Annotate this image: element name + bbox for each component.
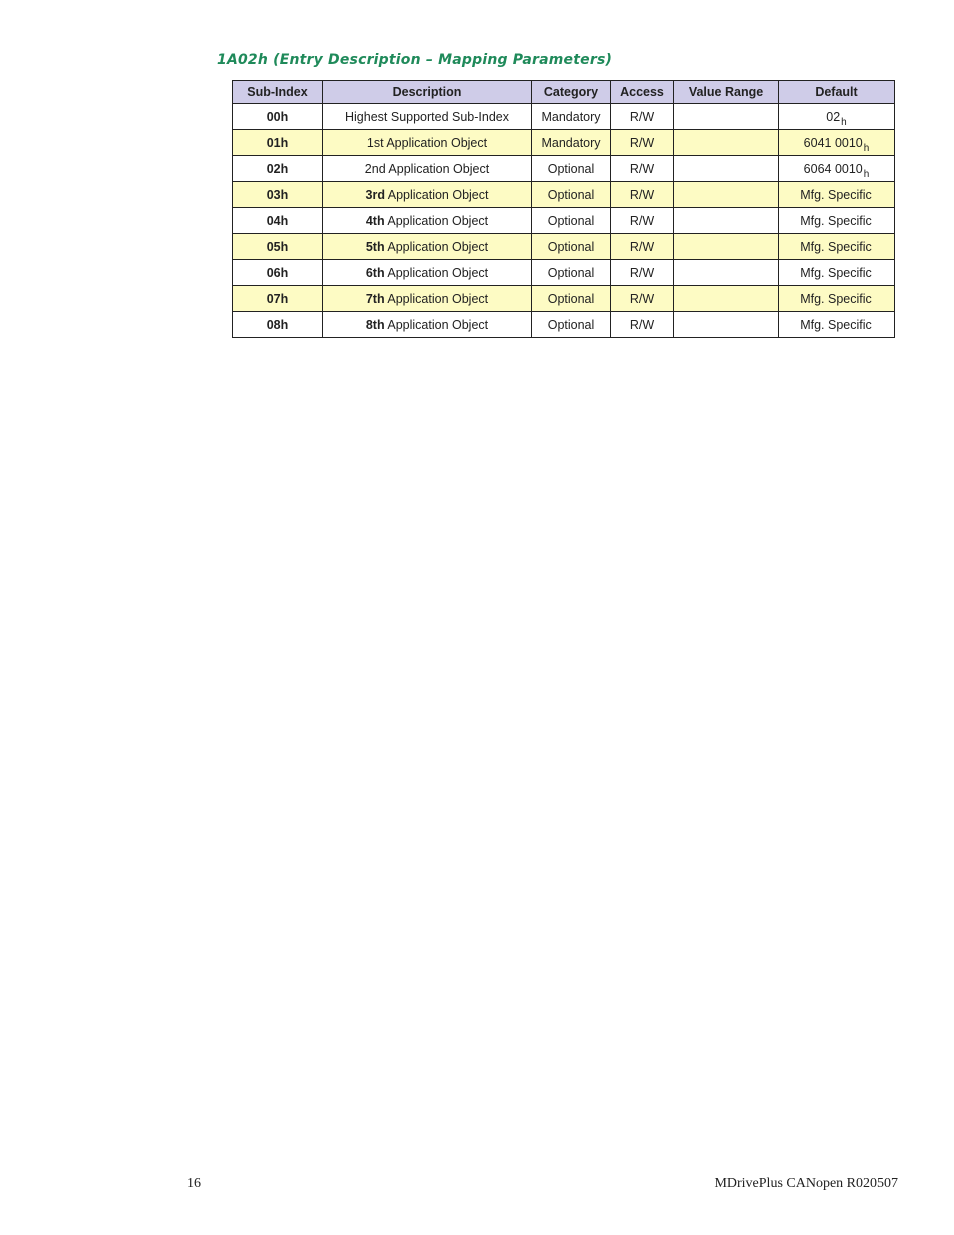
description-text: Highest Supported Sub-Index: [345, 109, 509, 124]
default-cell: [779, 208, 895, 234]
description-cell: [323, 260, 532, 286]
sub-index-cell: 06h: [233, 260, 323, 286]
description-cell: [323, 104, 532, 130]
table-row: [233, 182, 895, 208]
default-cell: [779, 156, 895, 182]
table-row: [233, 208, 895, 234]
access-cell: R/W: [611, 234, 674, 260]
category-cell: Optional: [532, 182, 611, 208]
default-value: Mfg. Specific: [800, 291, 872, 306]
table-row: [233, 286, 895, 312]
header-value-range: Value Range: [674, 81, 779, 104]
section-title: 1A02h (Entry Description – Mapping Parameters): [217, 52, 613, 68]
sub-index-cell: 07h: [233, 286, 323, 312]
sub-index-cell: 03h: [233, 182, 323, 208]
description-cell: [323, 286, 532, 312]
access-cell: R/W: [611, 286, 674, 312]
table-row: [233, 156, 895, 182]
category-cell: Optional: [532, 260, 611, 286]
value-range-cell: [674, 286, 779, 312]
description-text: Application Object: [384, 187, 489, 202]
description-cell: [323, 312, 532, 338]
category-cell: Mandatory: [532, 130, 611, 156]
description-cell: [323, 208, 532, 234]
description-cell: [323, 182, 532, 208]
default-value: Mfg. Specific: [800, 187, 872, 202]
default-value: Mfg. Specific: [800, 239, 872, 254]
description-text: Application Object: [384, 265, 489, 280]
default-value: Mfg. Specific: [800, 265, 872, 280]
access-cell: R/W: [611, 104, 674, 130]
access-cell: R/W: [611, 130, 674, 156]
value-range-cell: [674, 130, 779, 156]
default-cell: [779, 312, 895, 338]
document-title: MDrivePlus CANopen R020507: [714, 1176, 898, 1191]
access-cell: R/W: [611, 208, 674, 234]
description-text: Application Object: [384, 213, 489, 228]
description-ordinal: 5th: [365, 239, 385, 254]
sub-index-cell: 08h: [233, 312, 323, 338]
default-value: 6041 0010: [803, 135, 863, 150]
default-suffix: h: [863, 142, 870, 154]
access-cell: R/W: [611, 312, 674, 338]
description-text: 2nd Application Object: [364, 161, 490, 176]
description-ordinal: 7th: [365, 291, 385, 306]
value-range-cell: [674, 208, 779, 234]
sub-index-cell: 05h: [233, 234, 323, 260]
description-text: Application Object: [384, 239, 489, 254]
value-range-cell: [674, 312, 779, 338]
default-suffix: h: [863, 168, 870, 180]
category-cell: Optional: [532, 234, 611, 260]
default-cell: [779, 234, 895, 260]
category-cell: Optional: [532, 312, 611, 338]
table-row: [233, 260, 895, 286]
value-range-cell: [674, 182, 779, 208]
header-category: Category: [532, 81, 611, 104]
header-default: Default: [779, 81, 895, 104]
access-cell: R/W: [611, 156, 674, 182]
header-description: Description: [323, 81, 532, 104]
description-ordinal: 6th: [365, 265, 385, 280]
mapping-parameters-table: [232, 80, 895, 338]
value-range-cell: [674, 234, 779, 260]
category-cell: Mandatory: [532, 104, 611, 130]
default-suffix: h: [841, 116, 847, 128]
sub-index-cell: 00h: [233, 104, 323, 130]
description-ordinal: 8th: [365, 317, 385, 332]
category-cell: Optional: [532, 156, 611, 182]
description-cell: [323, 234, 532, 260]
value-range-cell: [674, 156, 779, 182]
category-cell: Optional: [532, 286, 611, 312]
default-cell: [779, 130, 895, 156]
description-cell: [323, 156, 532, 182]
description-text: Application Object: [384, 317, 489, 332]
value-range-cell: [674, 260, 779, 286]
page-number: 16: [187, 1176, 201, 1191]
description-ordinal: 4th: [365, 213, 385, 228]
table-row: [233, 234, 895, 260]
access-cell: R/W: [611, 260, 674, 286]
default-cell: [779, 286, 895, 312]
description-cell: [323, 130, 532, 156]
default-value: Mfg. Specific: [800, 213, 872, 228]
default-cell: [779, 182, 895, 208]
table-header-row: [233, 81, 895, 104]
default-cell: [779, 260, 895, 286]
table-row: [233, 130, 895, 156]
default-value: Mfg. Specific: [800, 317, 872, 332]
default-cell: [779, 104, 895, 130]
category-cell: Optional: [532, 208, 611, 234]
header-sub-index: Sub-Index: [233, 81, 323, 104]
sub-index-cell: 04h: [233, 208, 323, 234]
default-value: 02: [826, 109, 841, 124]
default-value: 6064 0010: [803, 161, 863, 176]
sub-index-cell: 01h: [233, 130, 323, 156]
access-cell: R/W: [611, 182, 674, 208]
table-row: [233, 104, 895, 130]
description-text: Application Object: [384, 291, 489, 306]
header-access: Access: [611, 81, 674, 104]
sub-index-cell: 02h: [233, 156, 323, 182]
description-ordinal: 3rd: [365, 187, 385, 202]
table-row: [233, 312, 895, 338]
description-text: 1st Application Object: [366, 135, 488, 150]
value-range-cell: [674, 104, 779, 130]
